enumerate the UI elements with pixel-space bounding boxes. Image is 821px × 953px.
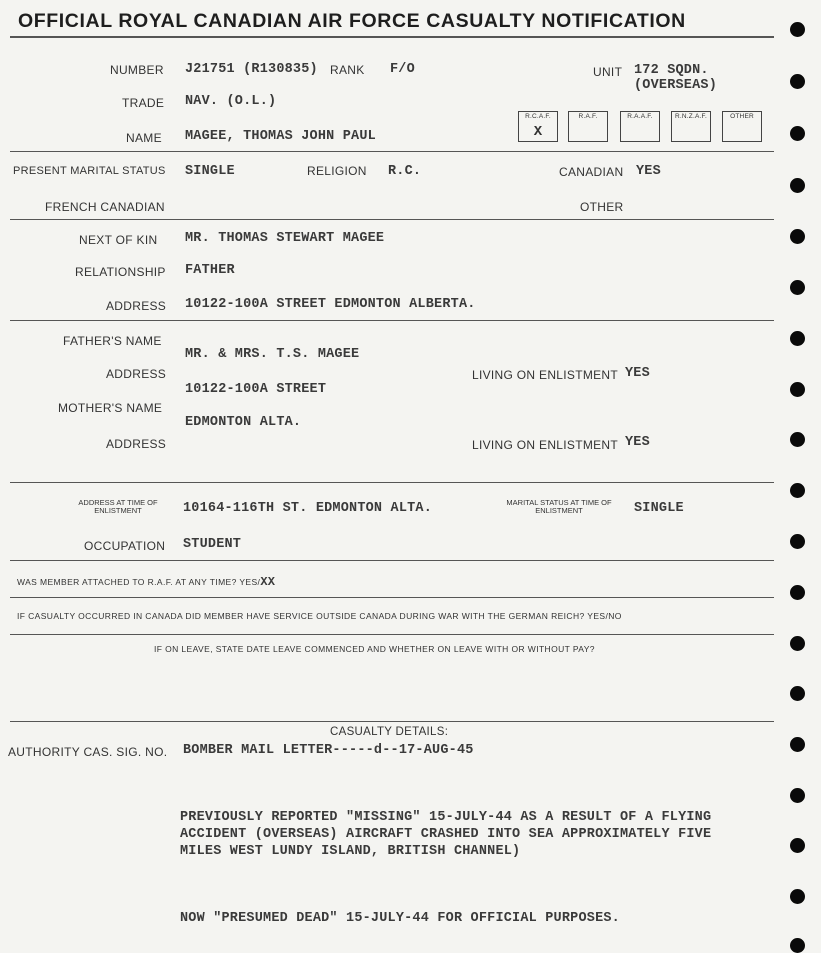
father-address-label: ADDRESS <box>106 367 167 381</box>
punch-hole <box>790 280 805 295</box>
details-paragraph <box>180 809 711 860</box>
raf-attached-question <box>17 575 275 589</box>
service-box-label: R.C.A.F. <box>525 113 551 120</box>
trade-value: NAV. (O.L.) <box>185 94 277 109</box>
raf-attached-answer: XX <box>260 575 276 589</box>
service-box-label: R.A.A.F. <box>627 113 653 120</box>
other-label: OTHER <box>580 200 624 214</box>
form-title: OFFICIAL ROYAL CANADIAN AIR FORCE CASUALTY NOTIFICATION <box>18 10 686 32</box>
religion-value: R.C. <box>388 164 422 179</box>
occupation-value: STUDENT <box>183 537 242 552</box>
service-box-label: OTHER <box>730 113 754 120</box>
leave-question: IF ON LEAVE, STATE DATE LEAVE COMMENCED AND WHETHER ON LEAVE WITH OR WITHOUT PAY? <box>154 644 595 654</box>
punch-hole <box>790 331 805 346</box>
section-rule <box>10 560 774 561</box>
parents-names-value: MR. & MRS. T.S. MAGEE <box>185 347 360 362</box>
punch-hole <box>790 178 805 193</box>
punch-hole <box>790 788 805 803</box>
nok-address-label: ADDRESS <box>106 299 167 313</box>
section-rule <box>10 721 774 722</box>
address-at-enlistment-label: ADDRESS AT TIME OF ENLISTMENT <box>78 498 158 515</box>
canada-service-question: IF CASUALTY OCCURRED IN CANADA DID MEMBER HAVE SERVICE OUTSIDE CANADA DURING WAR WITH THE GERMAN REICH? YES/NO <box>17 611 622 621</box>
name-label: NAME <box>126 131 162 145</box>
father-living-label: LIVING ON ENLISTMENT <box>472 368 619 382</box>
mother-living-label: LIVING ON ENLISTMENT <box>472 438 619 452</box>
mother-address-label: ADDRESS <box>106 437 167 451</box>
service-box-mark: X <box>533 124 543 140</box>
parents-address-line1: 10122-100A STREET <box>185 382 327 397</box>
section-rule <box>10 151 774 152</box>
punch-hole <box>790 74 805 89</box>
relationship-label: RELATIONSHIP <box>75 265 166 279</box>
number-label: NUMBER <box>110 63 164 77</box>
trade-label: TRADE <box>122 96 165 110</box>
canadian-label: CANADIAN <box>559 165 624 179</box>
punch-hole <box>790 432 805 447</box>
service-box-label: R.N.Z.A.F. <box>675 113 707 120</box>
authority-label: AUTHORITY CAS. SIG. NO. <box>8 745 168 759</box>
punch-hole <box>790 838 805 853</box>
punch-hole <box>790 636 805 651</box>
relationship-value: FATHER <box>185 263 235 278</box>
canadian-value: YES <box>636 164 661 179</box>
service-box-raf <box>568 111 608 142</box>
french-canadian-label: FRENCH CANADIAN <box>45 200 165 214</box>
punch-hole <box>790 585 805 600</box>
unit-label: UNIT <box>593 65 623 79</box>
punch-hole <box>790 889 805 904</box>
father-living-value: YES <box>625 366 650 381</box>
occupation-label: OCCUPATION <box>84 539 166 553</box>
marital-at-enlistment-label: MARITAL STATUS AT TIME OF ENLISTMENT <box>506 498 612 515</box>
service-box-raaf <box>620 111 660 142</box>
punch-hole <box>790 22 805 37</box>
punch-hole <box>790 382 805 397</box>
section-rule <box>10 597 774 598</box>
marital-at-enlistment-value: SINGLE <box>634 501 684 516</box>
service-box-rnzaf <box>671 111 711 142</box>
raf-attached-question-text: WAS MEMBER ATTACHED TO R.A.F. AT ANY TIME? YES/ <box>17 577 261 587</box>
next-of-kin-value: MR. THOMAS STEWART MAGEE <box>185 231 385 246</box>
name-value: MAGEE, THOMAS JOHN PAUL <box>185 129 376 144</box>
punch-hole <box>790 534 805 549</box>
section-rule <box>10 634 774 635</box>
unit-value-line1: 172 SQDN. <box>634 63 709 78</box>
mother-living-value: YES <box>625 435 650 450</box>
punch-hole <box>790 483 805 498</box>
section-rule <box>10 320 774 321</box>
parents-address-line2: EDMONTON ALTA. <box>185 415 302 430</box>
punch-hole <box>790 938 805 953</box>
punch-hole <box>790 686 805 701</box>
service-box-label: R.A.F. <box>578 113 598 120</box>
rank-label: RANK <box>330 63 365 77</box>
rank-value: F/O <box>390 62 415 77</box>
number-value: J21751 (R130835) <box>185 62 318 77</box>
nok-address-value: 10122-100A STREET EDMONTON ALBERTA. <box>185 297 476 312</box>
fathers-name-label: FATHER'S NAME <box>63 334 162 348</box>
authority-value: BOMBER MAIL LETTER-----d--17-AUG-45 <box>183 743 474 758</box>
punch-hole <box>790 126 805 141</box>
section-rule <box>10 482 774 483</box>
marital-status-label: PRESENT MARITAL STATUS <box>13 165 166 177</box>
punch-hole <box>790 229 805 244</box>
marital-status-value: SINGLE <box>185 164 235 179</box>
address-at-enlistment-value: 10164-116TH ST. EDMONTON ALTA. <box>183 501 433 516</box>
details-line: MILES WEST LUNDY ISLAND, BRITISH CHANNEL) <box>180 844 521 859</box>
religion-label: RELIGION <box>307 164 367 178</box>
next-of-kin-label: NEXT OF KIN <box>79 233 158 247</box>
title-rule <box>10 36 774 38</box>
presumed-dead-statement: NOW "PRESUMED DEAD" 15-JULY-44 FOR OFFICIAL PURPOSES. <box>180 911 620 926</box>
punch-hole <box>790 737 805 752</box>
details-line: PREVIOUSLY REPORTED "MISSING" 15-JULY-44 AS A RESULT OF A FLYING <box>180 810 712 825</box>
service-box-other <box>722 111 762 142</box>
section-rule <box>10 219 774 220</box>
mothers-name-label: MOTHER'S NAME <box>58 401 163 415</box>
unit-value-line2: (OVERSEAS) <box>634 78 718 93</box>
service-box-rcaf <box>518 111 558 142</box>
casualty-details-heading: CASUALTY DETAILS: <box>330 726 449 738</box>
details-line: ACCIDENT (OVERSEAS) AIRCRAFT CRASHED INTO SEA APPROXIMATELY FIVE <box>180 827 712 842</box>
